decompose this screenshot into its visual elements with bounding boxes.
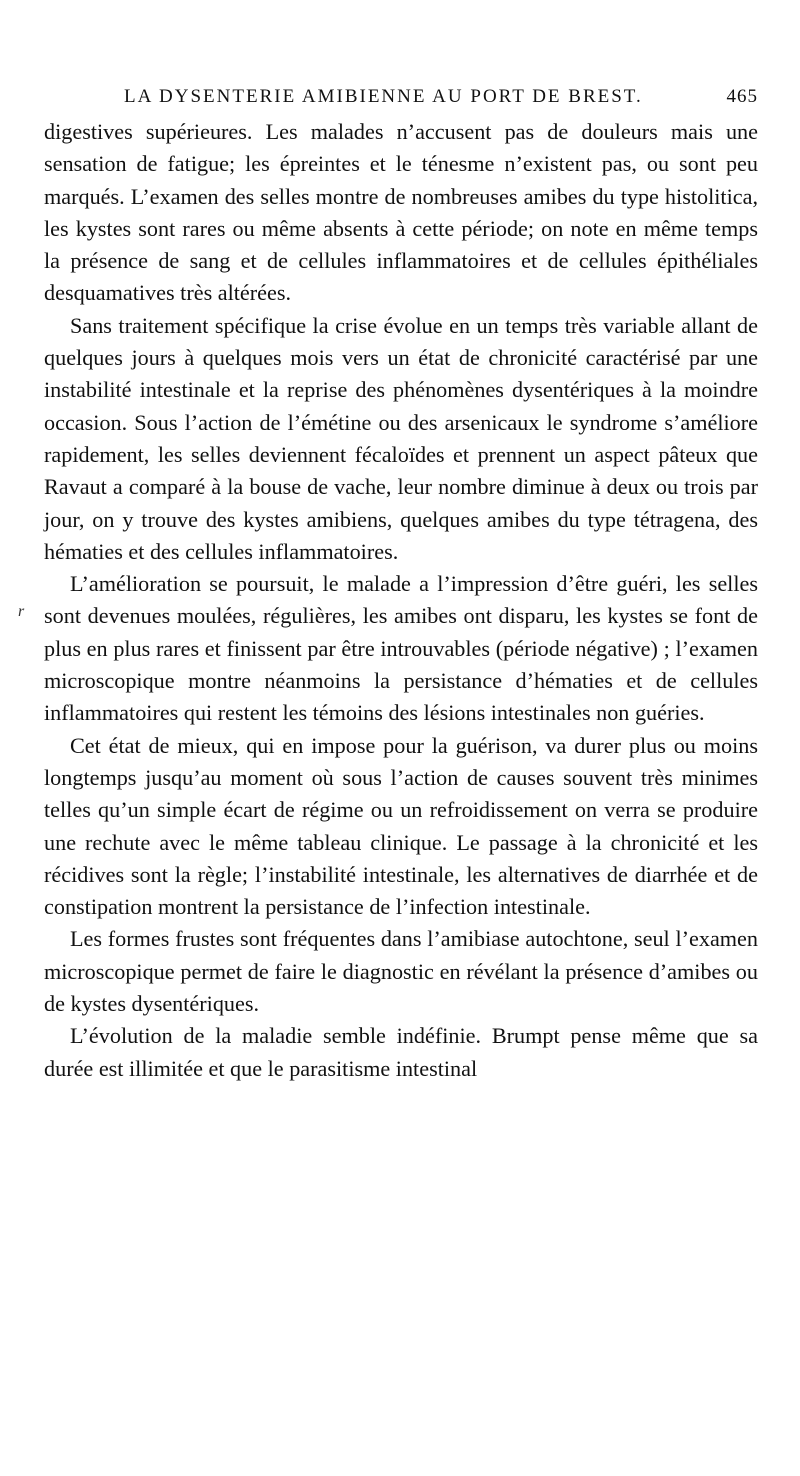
paragraph-4: Cet état de mieux, qui en impose pour la guérison, va durer plus ou moins longtemps jusqu’au moment où sous l’action de causes souvent très minimes telles qu’un simple écart de régime ou un refroidissement on verra se produire une rechute avec le même tableau clinique. Le passage à la chronicité et les récidives sont la règle; l’instabilité intestinale, les alternatives de diarrhée et de constipation montrent la persistance de l’infection intestinale.	[44, 732, 758, 920]
running-header	[44, 86, 758, 108]
paragraph-5: Les formes frustes sont fréquentes dans l’amibiase autochtone, seul l’examen microscopique permet de faire le diagnostic en révélant la présence d’amibes ou de kystes dysentériques.	[44, 926, 758, 1017]
paragraph-3: L’amélioration se poursuit, le malade a l’impression d’être guéri, les selles sont devenues moulées, régulières, les amibes ont disparu, les kystes se font de plus en plus rares et finissent par être introuvables (période négative) ; l’examen microscopique montre néanmoins la persistance d’hématies et de cellules inflammatoires qui restent les témoins des lésions intestinales non guéries.	[44, 571, 758, 726]
body-text	[44, 116, 758, 1085]
paragraph-1: digestives supérieures. Les malades n’accusent pas de douleurs mais une sensation de fatigue; les épreintes et le ténesme n’existent pas, ou sont peu marqués. L’examen des selles montre de nombreuses amibes du type histolitica, les kystes sont rares ou même absents à cette période; on note en même temps la présence de sang et de cellules inflammatoires et de cellules épithéliales desquamatives très altérées.	[44, 119, 758, 306]
page-number: 465	[726, 86, 758, 107]
margin-annotation: r	[18, 603, 25, 620]
paragraph-6: L’évolution de la maladie semble indéfinie. Brumpt pense même que sa durée est illimitée et que le parasitisme intestinal	[44, 1023, 758, 1081]
paragraph-2: Sans traitement spécifique la crise évolue en un temps très variable allant de quelques jours à quelques mois vers un état de chronicité caractérisé par une instabilité intestinale et la reprise des phénomènes dysentériques à la moindre occasion. Sous l’action de l’émétine ou des arsenicaux le syndrome s’améliore rapidement, les selles deviennent fécaloïdes et prennent un aspect pâteux que Ravaut a comparé à la bouse de vache, leur nombre diminue à deux ou trois par jour, on y trouve des kystes amibiens, quelques amibes du type tétragena, des hématies et des cellules inflammatoires.	[44, 312, 758, 564]
running-title: LA DYSENTERIE AMIBIENNE AU PORT DE BREST.	[124, 86, 643, 107]
